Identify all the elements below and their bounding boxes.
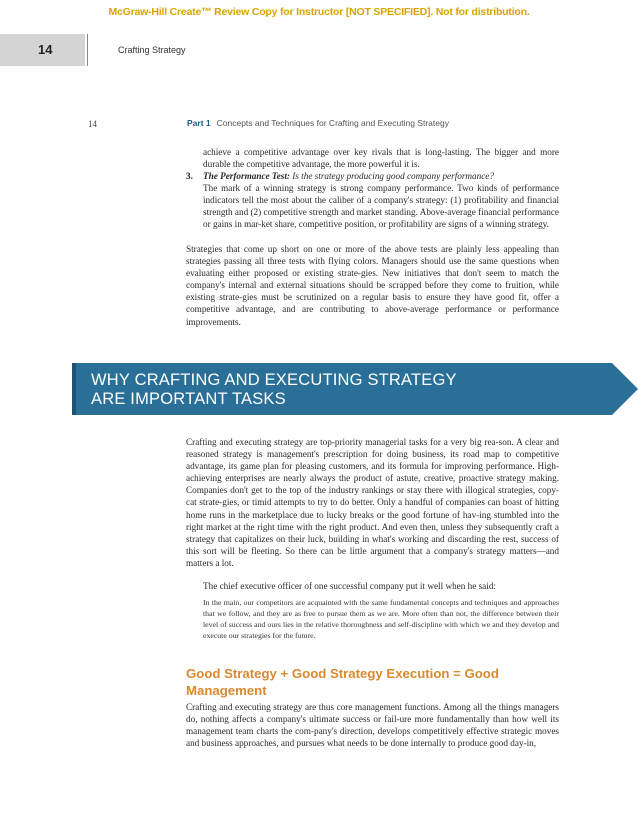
strategies-paragraph: Strategies that come up short on one or more of the above tests are plainly less appealing than strategies passing all three tests with flying colors. Managers should use the same questions when evaluating either proposed or existing strate-gies. New initiatives that don't seem to match the company's internal and external situations should be scrapped before they come to fruition, while existing strate-gies must be scrutinized on a regular basis to ensure they have good fit, offer a competitive advantage, and are contributing to above-average performance or performance improvements. xyxy=(186,244,559,327)
part-title: Concepts and Techniques for Crafting and Executing Strategy xyxy=(216,118,449,128)
test-continuation-paragraph: achieve a competitive advantage over key rivals that is long-lasting. The bigger and more durable the competitive advantage, the more powerful it is. xyxy=(203,147,559,170)
subsection-heading: Good Strategy + Good Strategy Execution = Good Management xyxy=(186,666,499,698)
test-3-question: Is the strategy producing good company performance? xyxy=(292,171,494,181)
part-header xyxy=(187,118,449,128)
test-3-heading xyxy=(186,170,559,182)
part-label: Part 1 xyxy=(187,118,211,128)
ceo-quote: In the main, our competitors are acquainted with the same fundamental concepts and techniques and approaches that we follow, and they are as free to pursue them as we are. More often than not, the difference between their level of success and ours lies in the relative thoroughness and self-discipline with which we and they develop and execute our strategies for the future. xyxy=(203,598,559,640)
final-paragraph: Crafting and executing strategy are thus core management functions. Among all the things managers do, nothing affects a company's ultimate success or fail-ure more fundamentally than how well its management team charts the com-pany's direction, develops competitively effective strategic moves and business approaches, and pursues what needs to be done internally to produce good day-in, xyxy=(186,702,559,749)
page-tab-number: 14 xyxy=(38,42,53,57)
review-copy-banner: McGraw-Hill Create™ Review Copy for Instructor [NOT SPECIFIED]. Not for distribution. xyxy=(108,6,530,18)
test-3-number: 3. xyxy=(186,171,193,181)
section-heading-line-2: ARE IMPORTANT TASKS xyxy=(91,389,286,408)
test-3-body: The mark of a winning strategy is strong company performance. Two kinds of performance indicators tell the most about the caliber of a company's strategy: (1) profitability and financial strength and (2) competitive strength and market standing. Above-average financial performance or gains in mar-ket share, competitive position, or profitability are signs of a winning strategy. xyxy=(203,183,559,230)
section-heading xyxy=(91,371,457,408)
inner-page-number: 14 xyxy=(88,119,97,129)
test-3-title: The Performance Test: xyxy=(203,171,290,181)
ceo-intro-line: The chief executive officer of one successful company put it well when he said: xyxy=(203,581,496,591)
crafting-paragraph: Crafting and executing strategy are top-priority managerial tasks for a very big rea-son. A clear and reasoned strategy is management's prescription for doing business, its road map to competitive advantage, its game plan for pleasing customers, and its formula for improving performance. High-achieving enterprises are nearly always the product of astute, creative, proactive strategy making. Companies don't get to the top of the industry rankings or stay there with illogical strategies, copy-cat strate-gies, or timid attempts to try to do better. Only a handful of companies can boast of hitting home runs in the marketplace due to lucky breaks or the good fortune of hav-ing stumbled into the right market at the right time with the right product. And even then, unless they subsequently craft a strategy that capitalizes on their luck, building in what's working and discarding the rest, success of this sort will be fleeting. So there can be little argument that a company's strategy matters—and matters a lot. xyxy=(186,437,559,568)
section-heading-line-1: WHY CRAFTING AND EXECUTING STRATEGY xyxy=(91,371,457,389)
chapter-label: Crafting Strategy xyxy=(118,45,186,55)
tab-divider xyxy=(87,34,88,66)
